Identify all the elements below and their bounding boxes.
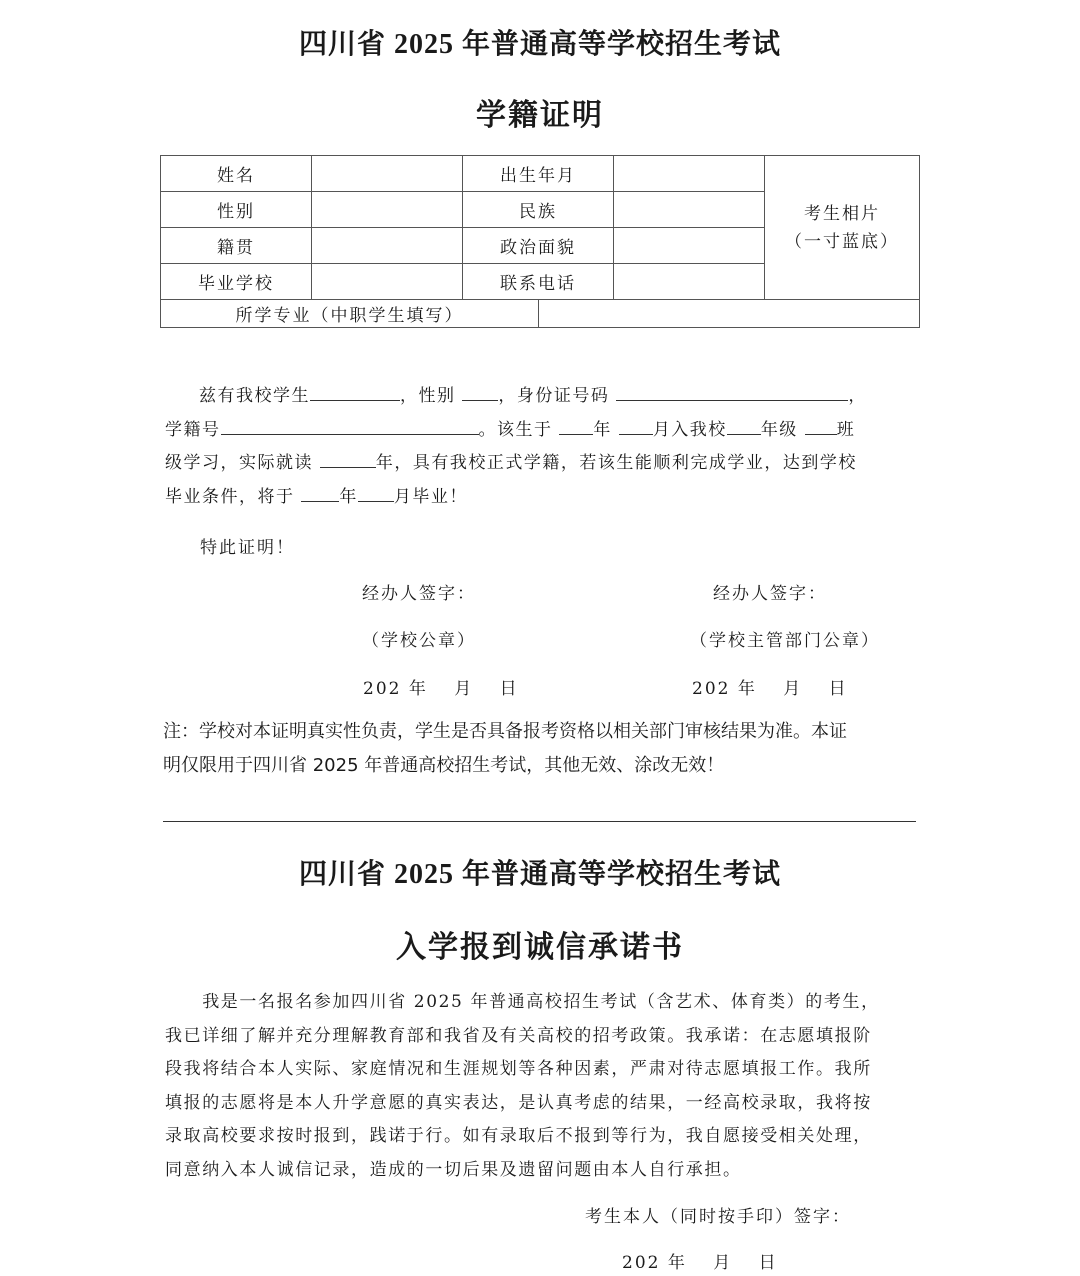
grade-blank[interactable]	[727, 416, 761, 435]
photo-label: 考生相片	[804, 203, 880, 224]
native-place-field[interactable]	[312, 228, 463, 264]
id-number-blank[interactable]	[616, 382, 848, 401]
body-text: 年级	[760, 419, 798, 440]
class-blank[interactable]	[805, 416, 837, 435]
pledge-line: 同意纳入本人诚信记录，造成的一切后果及遗留问题由本人自行承担。	[165, 1159, 742, 1180]
student-number-blank[interactable]	[221, 416, 479, 435]
political-status-field[interactable]	[614, 228, 765, 264]
pledge-line: 录取高校要求按时报到，践诺于行。如有录取后不报到等行为，我自愿接受相关处理，	[165, 1126, 872, 1146]
closing-text: 特此证明！	[200, 538, 295, 558]
pledge-line: 填报的志愿将是本人升学意愿的真实表达，是认真考虑的结果，一经高校录取，我将按	[165, 1092, 872, 1113]
major-field[interactable]	[539, 300, 920, 328]
photo-box[interactable]	[765, 156, 920, 300]
left-signer-label: 经办人签字：	[362, 584, 476, 604]
native-place-label: 籍贯	[161, 228, 312, 264]
body-text: 级学习，实际就读	[165, 453, 313, 473]
body-text: 兹有我校学生	[199, 386, 310, 406]
right-date: 202 年 月 日	[692, 679, 848, 699]
name-label: 姓名	[161, 156, 312, 192]
pledge-line: 我是一名报名参加四川省 2025 年普通高校招生考试（含艺术、体育类）的考生，	[165, 992, 880, 1012]
graduate-year-blank[interactable]	[301, 483, 339, 502]
right-signer-label: 经办人签字：	[713, 584, 827, 604]
left-date: 202 年 月 日	[363, 679, 519, 699]
pledge-line: 段我将结合本人实际、家庭情况和生涯规划等各种因素，严肃对待志愿填报工作。我所	[165, 1059, 872, 1079]
body-text: 。该生于	[478, 419, 553, 440]
gender-field[interactable]	[312, 192, 463, 228]
certificate-subtitle: 学籍证明	[476, 99, 604, 132]
body-text: 年，具有我校正式学籍，若该生能顺利完成学业，达到学校	[375, 453, 857, 473]
pledge-signature-label: 考生本人（同时按手印）签字：	[585, 1207, 851, 1227]
pledge-subtitle: 入学报到诚信承诺书	[396, 931, 684, 964]
body-text: ，性别	[400, 386, 456, 406]
birth-field[interactable]	[614, 156, 765, 192]
section-divider	[163, 821, 916, 822]
body-text: 月毕业！	[393, 486, 468, 507]
pledge-line: 我已详细了解并充分理解教育部和我省及有关高校的招考政策。我承诺：在志愿填报阶	[165, 1025, 872, 1046]
right-seal-label: （学校主管部门公章）	[690, 631, 880, 651]
gender-blank[interactable]	[462, 382, 498, 401]
student-info-table	[160, 155, 920, 328]
ethnicity-label: 民族	[463, 192, 614, 228]
name-field[interactable]	[312, 156, 463, 192]
body-text: ，身份证号码	[498, 386, 610, 406]
certificate-note	[163, 715, 923, 783]
certificate-body	[165, 380, 915, 514]
body-text: 年	[339, 486, 358, 507]
phone-label: 联系电话	[463, 264, 614, 300]
body-text: 毕业条件，将于	[165, 486, 295, 507]
body-text: 月入我校	[652, 419, 727, 440]
body-text: 班	[836, 419, 856, 440]
graduate-month-blank[interactable]	[358, 483, 394, 502]
body-text: ，	[848, 386, 867, 406]
political-status-label: 政治面貌	[463, 228, 614, 264]
graduate-school-label: 毕业学校	[161, 264, 312, 300]
certificate-title: 四川省 2025 年普通高等学校招生考试	[298, 29, 781, 60]
ethnicity-field[interactable]	[614, 192, 765, 228]
pledge-date: 202 年 月 日	[622, 1253, 778, 1273]
note-line-1: 注：学校对本证明真实性负责，学生是否具备报考资格以相关部门审核结果为准。本证	[163, 721, 847, 742]
birth-label: 出生年月	[463, 156, 614, 192]
enroll-month-blank[interactable]	[619, 416, 653, 435]
phone-field[interactable]	[614, 264, 765, 300]
pledge-body	[165, 986, 920, 1187]
left-seal-label: （学校公章）	[362, 631, 476, 651]
body-text: 年	[593, 419, 612, 440]
note-line-2: 明仅限用于四川省 2025 年普通高校招生考试，其他无效、涂改无效！	[163, 755, 725, 776]
photo-spec: （一寸蓝底）	[785, 231, 899, 252]
student-name-blank[interactable]	[310, 382, 400, 401]
gender-label: 性别	[161, 192, 312, 228]
pledge-title: 四川省 2025 年普通高等学校招生考试	[298, 859, 781, 890]
major-label: 所学专业（中职学生填写）	[161, 300, 539, 328]
study-years-blank[interactable]	[320, 449, 376, 468]
enroll-year-blank[interactable]	[559, 416, 593, 435]
body-text: 学籍号	[165, 419, 221, 440]
graduate-school-field[interactable]	[312, 264, 463, 300]
